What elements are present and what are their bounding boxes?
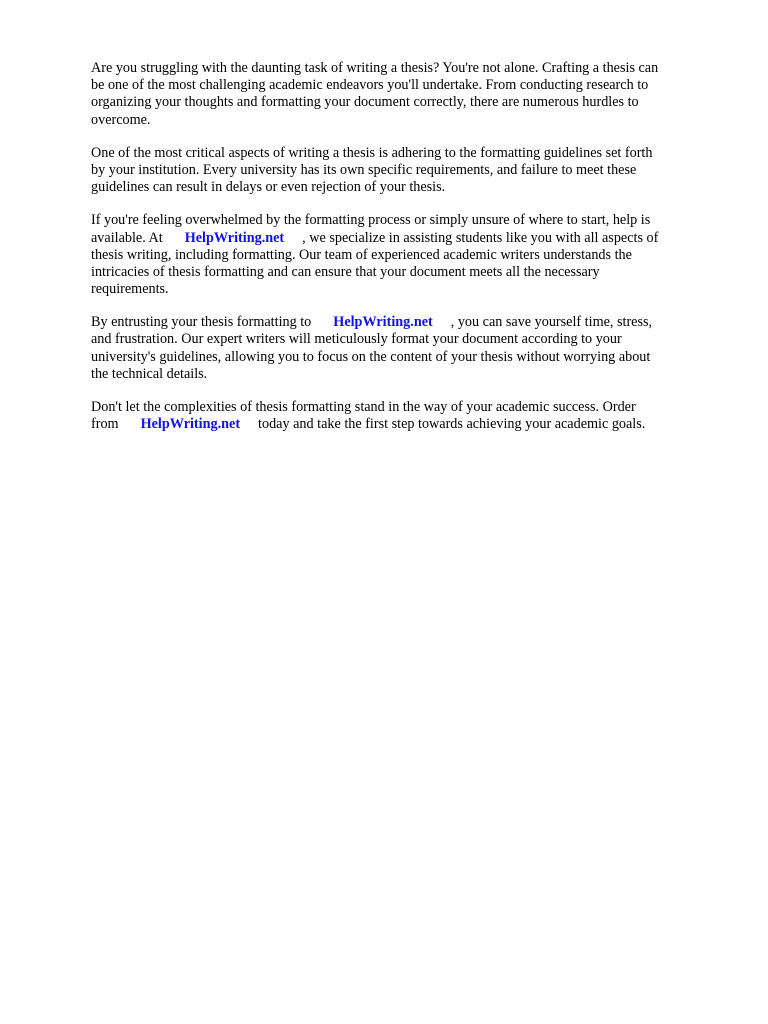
text-line: university's guidelines, allowing you to focus on the content of your thesis without worrying about [91, 348, 651, 365]
text-line: the technical details. [91, 365, 208, 382]
helpwriting-link[interactable]: HelpWriting.net [184, 229, 285, 246]
text-fragment: By entrusting your thesis formatting to [91, 314, 312, 331]
text-line: guidelines can result in delays or even rejection of your thesis. [91, 179, 446, 196]
paragraph-call-to-action [91, 399, 715, 433]
paragraph-intro [91, 60, 715, 129]
text-line: One of the most critical aspects of writing a thesis is adhering to the formatting guidelines set forth [91, 144, 653, 161]
text-line: Don't let the complexities of thesis formatting stand in the way of your academic success. Order [91, 399, 636, 415]
helpwriting-link[interactable]: HelpWriting.net [140, 416, 241, 433]
text-line-with-link [91, 314, 715, 331]
text-line-with-link [91, 230, 715, 247]
text-fragment: , you can save yourself time, stress, [450, 314, 653, 331]
text-line: requirements. [91, 281, 169, 298]
text-line: organizing your thoughts and formatting your document correctly, there are numerous hurdles to [91, 94, 639, 111]
text-fragment: from [91, 416, 119, 433]
text-fragment: , we specialize in assisting students like you with all aspects of [302, 229, 659, 246]
text-line: intricacies of thesis formatting and can ensure that your document meets all the necessary [91, 263, 600, 280]
text-line-with-link [91, 416, 715, 433]
text-line: be one of the most challenging academic endeavors you'll undertake. From conducting research to [91, 77, 649, 94]
paragraph-help-available [91, 212, 715, 298]
text-line: Are you struggling with the daunting task of writing a thesis? You're not alone. Crafting a thesis can [91, 60, 659, 76]
paragraph-entrusting [91, 314, 715, 383]
paragraph-formatting-guidelines [91, 145, 715, 197]
helpwriting-link[interactable]: HelpWriting.net [333, 314, 433, 331]
text-line: thesis writing, including formatting. Our team of experienced academic writers understands the [91, 246, 632, 263]
text-fragment: available. At [91, 229, 163, 246]
text-line: overcome. [91, 111, 151, 128]
text-line: If you're feeling overwhelmed by the formatting process or simply unsure of where to start, help is [91, 212, 651, 229]
text-line: and frustration. Our expert writers will meticulously format your document according to your [91, 331, 622, 348]
text-line: by your institution. Every university has its own specific requirements, and failure to meet these [91, 161, 637, 178]
document-body [91, 60, 715, 449]
text-fragment: today and take the first step towards achieving your academic goals. [258, 416, 646, 433]
